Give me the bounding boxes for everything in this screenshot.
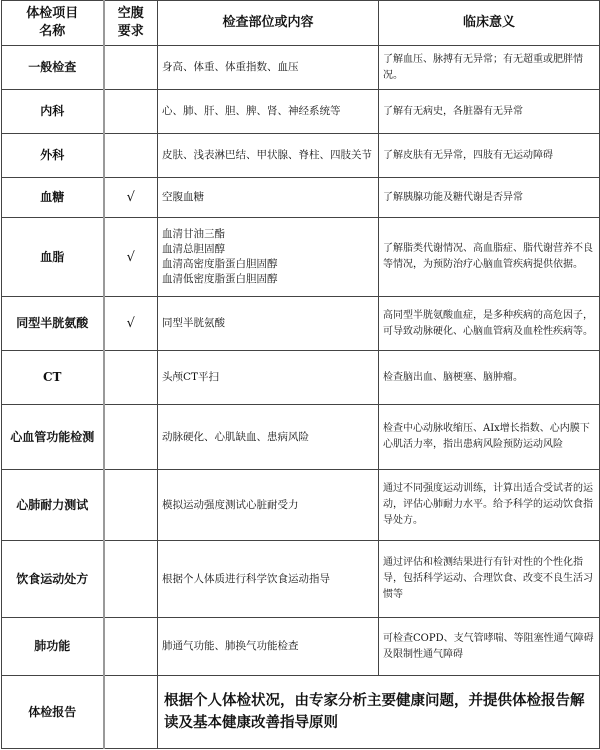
table-row — [2, 676, 600, 749]
table-row — [2, 541, 600, 618]
table-row — [2, 218, 600, 297]
content-cell: 皮肤、浅表淋巴结、甲状腺、脊柱、四肢关节 — [158, 134, 379, 178]
fasting-cell — [104, 46, 158, 90]
item-name: 体检报告 — [2, 676, 104, 749]
significance-cell: 高同型半胱氨酸血症，是多种疾病的高危因子，可导致动脉硬化、心脑血管病及血栓性疾病等。 — [379, 297, 600, 351]
item-name: 血脂 — [2, 218, 104, 297]
item-name: 内科 — [2, 90, 104, 134]
significance-cell: 可检查COPD、支气管哮喘、等阻塞性通气障碍及限制性通气障碍 — [379, 618, 600, 676]
fasting-cell — [104, 676, 158, 749]
header-item-line1: 体检项目 — [26, 6, 79, 21]
item-name: 外科 — [2, 134, 104, 178]
fasting-cell — [104, 541, 158, 618]
content-cell — [158, 218, 379, 297]
header-item-name — [2, 1, 104, 46]
check-mark-icon: √ — [104, 218, 158, 297]
table-row — [2, 351, 600, 405]
significance-cell: 了解脂类代谢情况、高血脂症、脂代谢营养不良等情况，为预防治疗心脑血管疾病提供依据。 — [379, 218, 600, 297]
header-significance: 临床意义 — [379, 1, 600, 46]
table-row — [2, 46, 600, 90]
table-header-row — [2, 1, 600, 46]
significance-cell: 了解胰腺功能及糖代谢是否异常 — [379, 178, 600, 218]
content-line: 血清高密度脂蛋白胆固醇 — [162, 258, 278, 270]
significance-cell: 了解血压、脉搏有无异常；有无超重或肥胖情况。 — [379, 46, 600, 90]
content-cell: 动脉硬化、心肌缺血、患病风险 — [158, 405, 379, 470]
significance-cell: 通过不同强度运动训练，计算出适合受试者的运动，评估心肺耐力水平。给予科学的运动饮食指导处方。 — [379, 470, 600, 541]
health-checkup-table — [1, 0, 600, 749]
item-name: 心血管功能检测 — [2, 405, 104, 470]
content-cell: 头颅CT平扫 — [158, 351, 379, 405]
item-name: 同型半胱氨酸 — [2, 297, 104, 351]
table-row — [2, 178, 600, 218]
content-line: 血清总胆固醇 — [162, 243, 225, 255]
table-row — [2, 470, 600, 541]
table-row — [2, 618, 600, 676]
table-row — [2, 134, 600, 178]
check-mark-icon: √ — [104, 297, 158, 351]
content-cell: 肺通气功能、肺换气功能检查 — [158, 618, 379, 676]
item-name: 肺功能 — [2, 618, 104, 676]
fasting-cell — [104, 351, 158, 405]
fasting-cell — [104, 618, 158, 676]
significance-cell: 检查中心动脉收缩压、AIx增长指数、心内膜下心肌活力率，指出患病风险预防运动风险 — [379, 405, 600, 470]
table-row — [2, 90, 600, 134]
significance-cell: 检查脑出血、脑梗塞、脑肿瘤。 — [379, 351, 600, 405]
table-row — [2, 405, 600, 470]
content-line: 血清甘油三酯 — [162, 228, 225, 240]
content-cell: 根据个人体质进行科学饮食运动指导 — [158, 541, 379, 618]
item-name: CT — [2, 351, 104, 405]
table-row — [2, 297, 600, 351]
check-mark-icon: √ — [104, 178, 158, 218]
header-fasting — [104, 1, 158, 46]
content-cell: 同型半胱氨酸 — [158, 297, 379, 351]
fasting-cell — [104, 134, 158, 178]
fasting-cell — [104, 470, 158, 541]
report-description: 根据个人体检状况，由专家分析主要健康问题，并提供体检报告解读及基本健康改善指导原则 — [158, 676, 600, 749]
header-fasting-line2: 要求 — [117, 24, 144, 39]
header-fasting-line1: 空腹 — [117, 6, 144, 21]
fasting-cell — [104, 90, 158, 134]
item-name: 一般检查 — [2, 46, 104, 90]
significance-cell: 了解有无病史，各脏器有无异常 — [379, 90, 600, 134]
significance-cell: 通过评估和检测结果进行有针对性的个性化指导，包括科学运动、合理饮食、改变不良生活习惯等 — [379, 541, 600, 618]
content-cell: 模拟运动强度测试心脏耐受力 — [158, 470, 379, 541]
content-cell: 身高、体重、体重指数、血压 — [158, 46, 379, 90]
header-item-line2: 名称 — [39, 24, 66, 39]
item-name: 血糖 — [2, 178, 104, 218]
content-line: 血清低密度脂蛋白胆固醇 — [162, 273, 278, 285]
fasting-cell — [104, 405, 158, 470]
significance-cell: 了解皮肤有无异常，四肢有无运动障碍 — [379, 134, 600, 178]
content-cell: 心、肺、肝、胆、脾、肾、神经系统等 — [158, 90, 379, 134]
content-cell: 空腹血糖 — [158, 178, 379, 218]
item-name: 心肺耐力测试 — [2, 470, 104, 541]
header-content: 检查部位或内容 — [158, 1, 379, 46]
item-name: 饮食运动处方 — [2, 541, 104, 618]
